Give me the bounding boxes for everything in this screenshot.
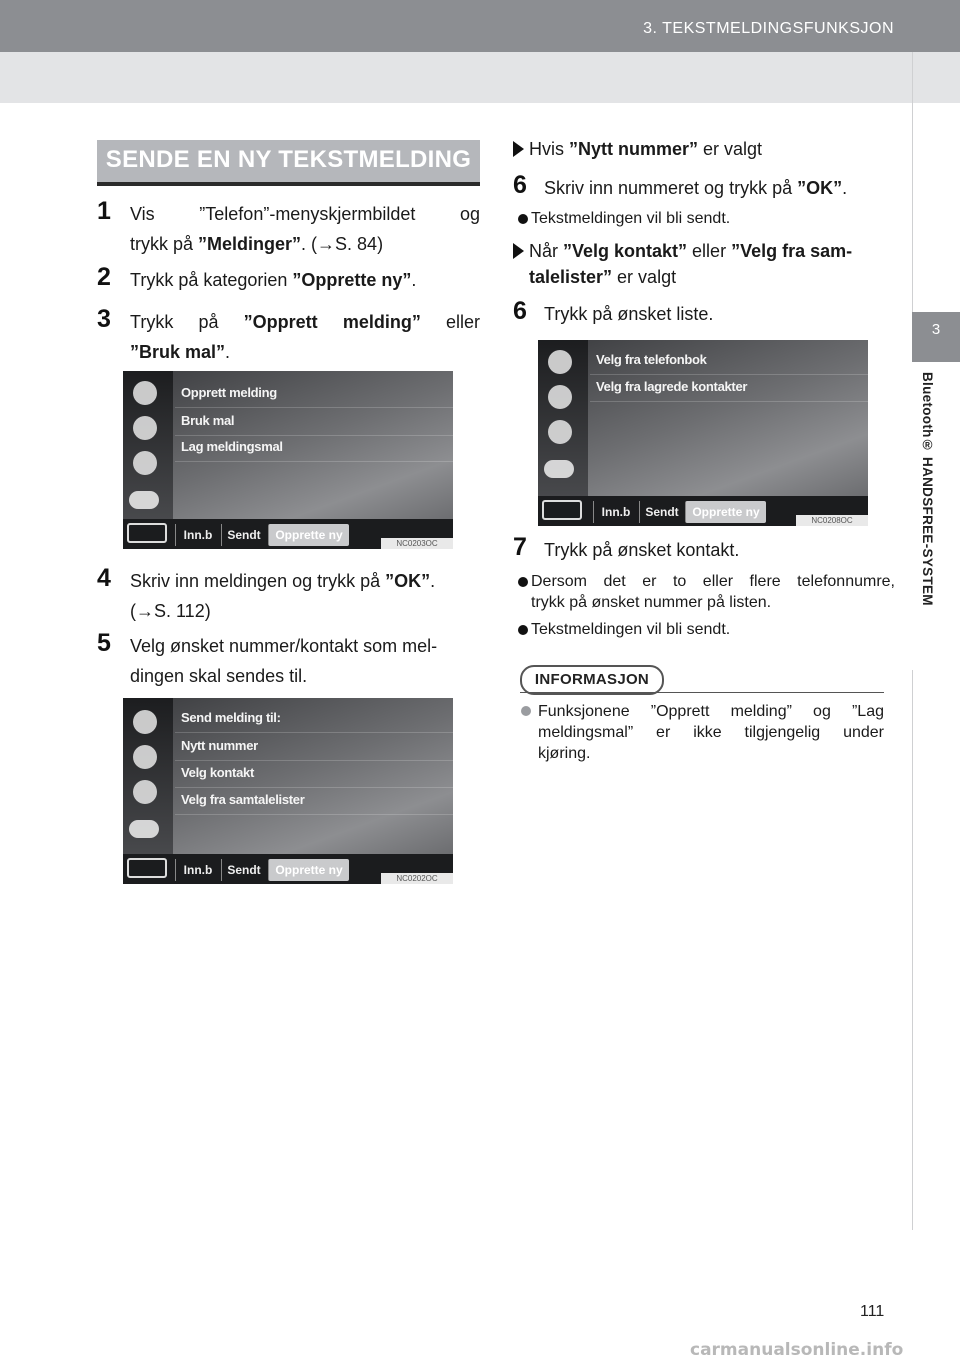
menu-item[interactable]: Velg fra lagrede kontakter bbox=[590, 373, 868, 402]
message-icon bbox=[548, 420, 572, 444]
bullet-icon bbox=[518, 214, 528, 224]
menu-item[interactable]: Nytt nummer bbox=[175, 732, 453, 761]
section-title: SENDE EN NY TEKSTMELDING bbox=[105, 146, 472, 173]
side-tab-top bbox=[912, 0, 960, 52]
page-number: 111 bbox=[860, 1303, 885, 1320]
arrow-icon bbox=[513, 141, 524, 157]
chapter-title: 3. TEKSTMELDINGSFUNKSJON bbox=[643, 20, 894, 37]
step-text-line: ”Bruk mal”. bbox=[130, 342, 231, 362]
info-text-line: Funksjonene ”Opprett melding” og ”Lag bbox=[538, 703, 884, 720]
tab-inbox[interactable]: Inn.b bbox=[175, 524, 220, 546]
icon-column bbox=[123, 371, 173, 519]
tab-sent[interactable]: Sendt bbox=[221, 524, 266, 546]
contact-icon bbox=[133, 416, 157, 440]
step-4 bbox=[97, 566, 480, 628]
screen-image-2 bbox=[123, 698, 453, 884]
step-text-line: Trykk på ønsket liste. bbox=[544, 304, 714, 324]
step-2 bbox=[97, 265, 480, 295]
bullet-item: Tekstmeldingen vil bli sendt. bbox=[513, 620, 893, 642]
step-6b bbox=[513, 299, 893, 329]
phone-icon bbox=[133, 381, 157, 405]
step-6a bbox=[513, 173, 893, 203]
bullet-icon bbox=[518, 625, 528, 635]
step-text-line: trykk på ”Meldinger”. (→S. 84) bbox=[130, 234, 384, 254]
screen-image-3 bbox=[538, 340, 868, 526]
icon-column bbox=[123, 698, 173, 854]
step-text-line: Vis ”Telefon”-menyskjermbildet og bbox=[130, 204, 480, 224]
chapter-number-tab: 3 bbox=[912, 312, 960, 362]
back-icon[interactable] bbox=[127, 523, 167, 543]
condition-line: Når ”Velg kontakt” eller ”Velg fra sam- bbox=[513, 236, 896, 266]
step-number: 6 bbox=[513, 171, 527, 199]
home-icon bbox=[544, 460, 574, 478]
step-number: 3 bbox=[97, 305, 111, 333]
step-number: 4 bbox=[97, 564, 111, 592]
home-icon bbox=[129, 820, 159, 838]
image-code: NC0203OC bbox=[381, 538, 453, 549]
phone-icon bbox=[548, 350, 572, 374]
info-badge: INFORMASJON bbox=[520, 665, 664, 695]
step-number: 1 bbox=[97, 197, 111, 225]
tab-inbox[interactable]: Inn.b bbox=[175, 859, 220, 881]
tab-new[interactable]: Opprette ny bbox=[268, 524, 349, 546]
menu-item[interactable]: Velg fra telefonbok bbox=[590, 346, 868, 375]
message-icon bbox=[133, 780, 157, 804]
menu-item[interactable]: Velg kontakt bbox=[175, 759, 453, 788]
step-number: 5 bbox=[97, 629, 111, 657]
info-text-line: meldingsmal” er ikke tilgjengelig under bbox=[538, 724, 884, 741]
contact-icon bbox=[548, 385, 572, 409]
icon-column bbox=[538, 340, 588, 496]
step-number: 6 bbox=[513, 297, 527, 325]
step-text-line: dingen skal sendes til. bbox=[130, 666, 308, 686]
screen-image-1 bbox=[123, 371, 453, 549]
step-1 bbox=[97, 199, 480, 261]
info-divider bbox=[520, 692, 884, 693]
back-icon[interactable] bbox=[542, 500, 582, 520]
message-icon bbox=[133, 451, 157, 475]
step-number: 2 bbox=[97, 263, 111, 291]
side-chapter-label: Bluetooth® HANDSFREE-SYSTEM bbox=[920, 372, 935, 606]
condition-nytt-nummer: Hvis ”Nytt nummer” er valgt bbox=[513, 134, 893, 164]
step-text-line: Trykk på ønsket kontakt. bbox=[544, 540, 740, 560]
info-bullet-icon bbox=[521, 706, 531, 716]
info-text-line: kjøring. bbox=[538, 745, 591, 762]
tab-inbox[interactable]: Inn.b bbox=[593, 501, 638, 523]
step-text-line: Velg ønsket nummer/kontakt som mel- bbox=[130, 636, 438, 656]
menu-item: Send melding til: bbox=[175, 704, 453, 733]
image-code: NC0208OC bbox=[796, 515, 868, 526]
menu-item[interactable]: Velg fra samtalelister bbox=[175, 786, 453, 815]
tab-new[interactable]: Opprette ny bbox=[268, 859, 349, 881]
menu-item[interactable]: Opprett melding bbox=[175, 379, 453, 408]
step-text-line: Trykk på kategorien ”Opprette ny”. bbox=[130, 270, 417, 290]
step-text-line: (→S. 112) bbox=[130, 601, 211, 621]
step-3 bbox=[97, 307, 480, 369]
condition-line: talelister” er valgt bbox=[529, 267, 677, 287]
step-text-line: Trykk på ”Opprett melding” eller bbox=[130, 312, 480, 332]
tab-new[interactable]: Opprette ny bbox=[685, 501, 766, 523]
home-icon bbox=[129, 491, 159, 509]
contact-icon bbox=[133, 745, 157, 769]
step-text-line: Skriv inn nummeret og trykk på ”OK”. bbox=[544, 178, 848, 198]
menu-item[interactable]: Bruk mal bbox=[175, 407, 453, 436]
bullet-item: Dersom det er to eller flere telefonnumre, trykk på ønsket nummer på listen. bbox=[513, 572, 893, 616]
menu-item[interactable]: Lag meldingsmal bbox=[175, 433, 453, 462]
step-5 bbox=[97, 631, 480, 693]
tab-sent[interactable]: Sendt bbox=[639, 501, 684, 523]
bullet-item: Tekstmeldingen vil bli sendt. bbox=[513, 209, 893, 231]
step-number: 7 bbox=[513, 533, 527, 561]
side-divider-lower bbox=[912, 670, 913, 1230]
side-divider bbox=[912, 52, 913, 312]
watermark: carmanualsonline.info bbox=[690, 1340, 904, 1360]
step-7 bbox=[513, 535, 893, 565]
header-band bbox=[0, 52, 960, 103]
step-text-line: Skriv inn meldingen og trykk på ”OK”. bbox=[130, 571, 436, 591]
back-icon[interactable] bbox=[127, 858, 167, 878]
arrow-icon bbox=[513, 243, 524, 259]
phone-icon bbox=[133, 710, 157, 734]
tab-sent[interactable]: Sendt bbox=[221, 859, 266, 881]
image-code: NC0202OC bbox=[381, 873, 453, 884]
condition-velg-kontakt bbox=[513, 236, 896, 296]
bullet-icon bbox=[518, 577, 528, 587]
